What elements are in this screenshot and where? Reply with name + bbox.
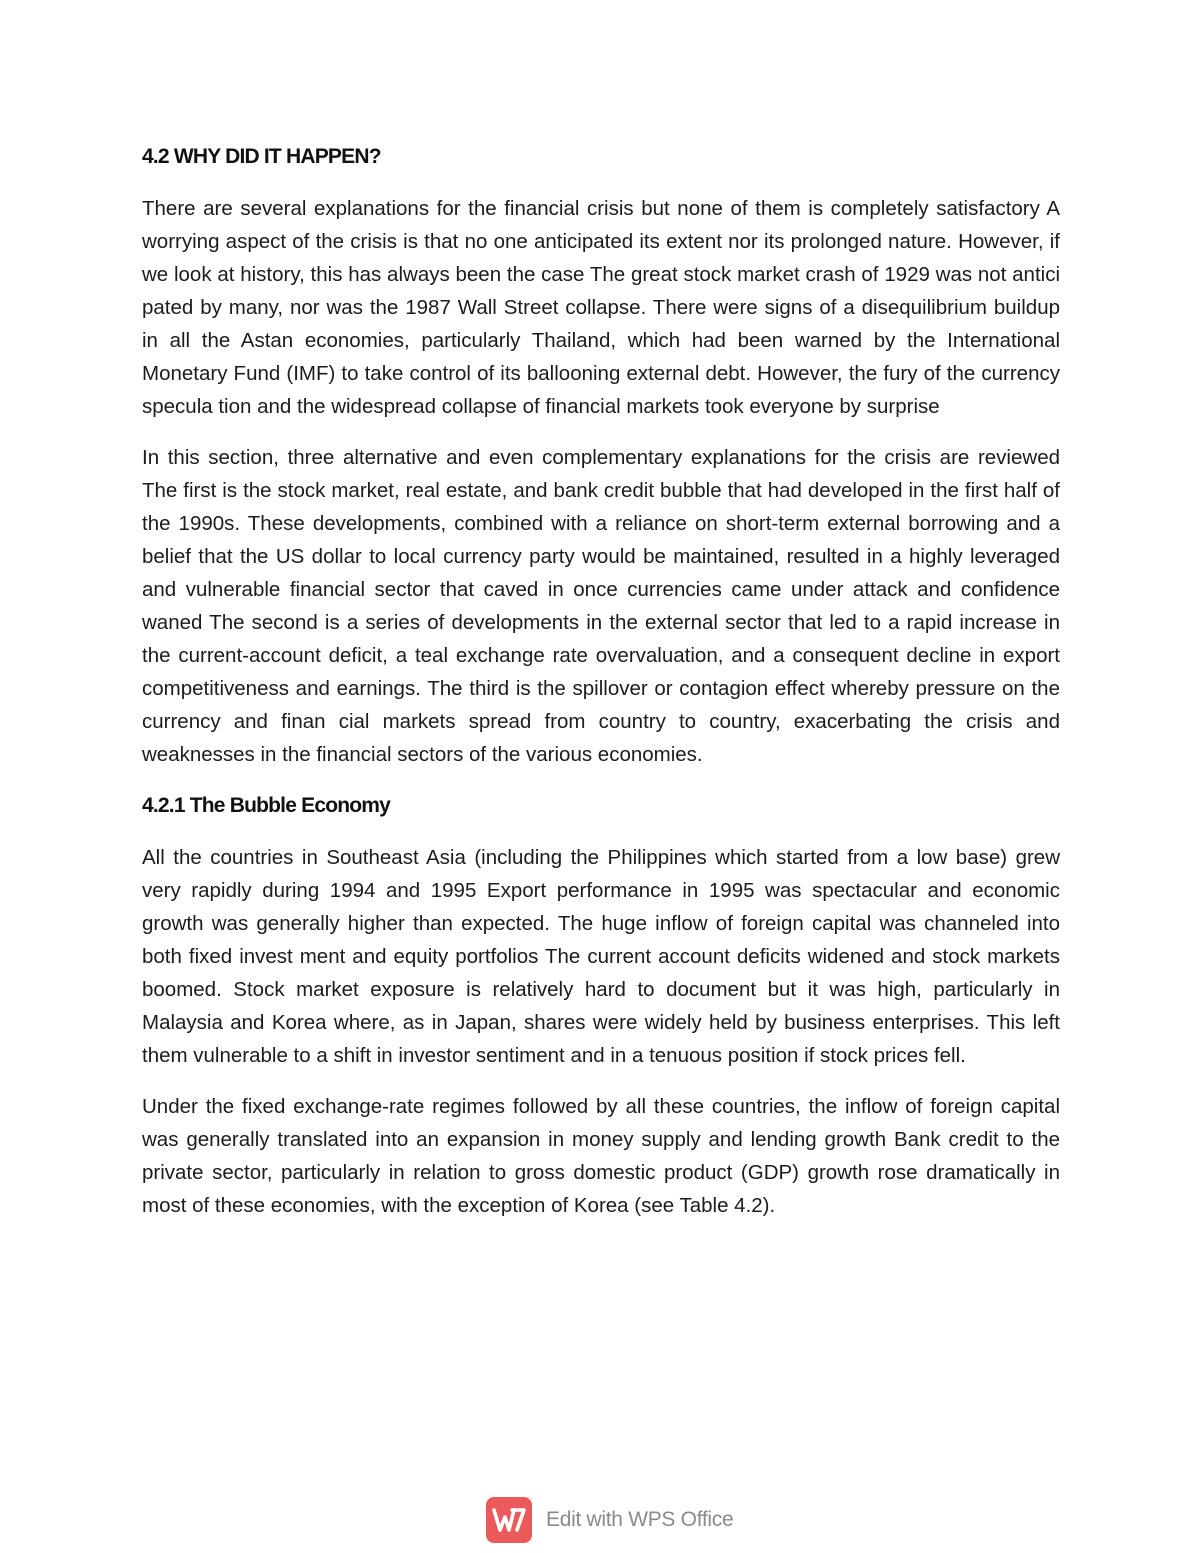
paragraph: There are several explanations for the financial crisis but none of them is completely satisfactory A worrying aspect of the crisis is that no one anticipated its extent nor its prolonged nature. However, if we look at history, this has always been the case The great stock market crash of 1929 was not antici pated by many, nor was the 1987 Wall Street collapse. There were signs of a disequilibrium buildup in all the Astan economies, particularly Thailand, which had been warned by the International Monetary Fund (IMF) to take control of its ballooning external debt. However, the fury of the currency specula tion and the widespread collapse of financial markets took everyone by surprise xyxy=(142,197,1060,418)
paragraph: Under the fixed exchange-rate regimes followed by all these countries, the inflow of foreign capital was generally translated into an expansion in money supply and lending growth Bank credit to the private sector, particularly in relation to gross domestic product (GDP) growth rose dramatically in most of these economies, with the exception of Korea (see Table 4.2). xyxy=(142,1095,1060,1217)
paragraph: All the countries in Southeast Asia (including the Philippines which started from a low base) grew very rapidly during 1994 and 1995 Export performance in 1995 was spectacular and economic growth was generally higher than expected. The huge inflow of foreign capital was channeled into both fixed invest ment and equity portfolios The current account deficits widened and stock markets boomed. Stock market exposure is relatively hard to document but it was high, particularly in Malaysia and Korea where, as in Japan, shares were widely held by business enterprises. This left them vulnerable to a shift in investor sentiment and in a tenuous position if stock prices fell. xyxy=(142,846,1060,1067)
paragraph: In this section, three alternative and even complementary explanations for the crisis are reviewed The first is the stock market, real estate, and bank credit bubble that had developed in the first half of the 1990s. These developments, combined with a reliance on short-term external borrowing and a belief that the US dollar to local currency party would be maintained, resulted in a highly leveraged and vulnerable financial sector that caved in once currencies came under attack and confidence waned The second is a series of developments in the external sector that led to a rapid increase in the current-account deficit, a teal exchange rate overvaluation, and a consequent decline in export competitiveness and earnings. The third is the spillover or contagion effect whereby pressure on the currency and finan cial markets spread from country to country, exacerbating the crisis and weaknesses in the financial sectors of the various economies. xyxy=(142,446,1060,766)
edit-with-wps-button[interactable] xyxy=(486,1497,733,1543)
wps-logo-icon xyxy=(486,1497,532,1543)
section-heading: 4.2 WHY DID IT HAPPEN? xyxy=(142,145,381,168)
subsection-heading: 4.2.1 The Bubble Economy xyxy=(142,794,391,817)
edit-with-wps-label: Edit with WPS Office xyxy=(546,1508,734,1531)
document-page xyxy=(142,140,1060,1222)
